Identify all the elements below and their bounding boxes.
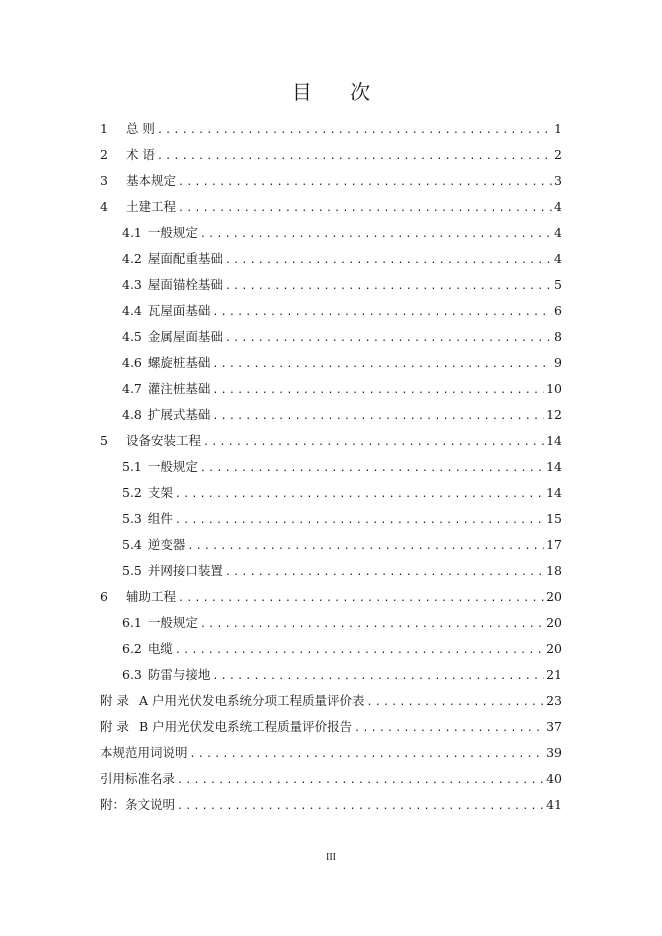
dot-leader [187,534,544,560]
toc-entry-page: 12 [546,407,562,422]
toc-entry-page: 21 [546,667,562,682]
toc-entry-number: 6.3 [122,667,142,682]
dot-leader [178,196,552,222]
toc-entry-label: 瓦屋面基础 [147,303,211,318]
dot-leader [200,456,544,482]
toc-entry-number: 附 录 [100,719,129,734]
dot-leader [212,300,552,326]
toc-entry-page: 20 [546,641,562,656]
toc-entry-page: 3 [554,173,562,188]
toc-entry[interactable] [122,220,562,246]
toc-entry[interactable] [122,506,562,532]
dot-leader [212,404,544,430]
toc-entry-label: 附：条文说明 [100,797,176,812]
toc-entry-number: 4.7 [122,381,142,396]
dot-leader [225,248,552,274]
dot-leader [177,794,544,820]
toc-entry-page: 14 [546,433,562,448]
toc-entry[interactable] [100,792,562,818]
toc-entry-page: 4 [554,251,562,266]
toc-entry[interactable] [122,454,562,480]
toc-entry-label: B 户用光伏发电系统工程质量评价报告 [138,719,353,734]
toc-entry-label: 防雷与接地 [147,667,211,682]
toc-entry-number: 5.2 [122,485,142,500]
toc-entry-page: 41 [546,797,562,812]
toc-entry[interactable] [100,194,562,220]
toc-entry-number: 附 录 [100,693,129,708]
toc-entry-page: 9 [554,355,562,370]
toc-entry[interactable] [100,168,562,194]
toc-entry-page: 14 [546,459,562,474]
toc-entry-number: 4.8 [122,407,142,422]
toc-entry-number: 1 [100,121,108,136]
toc-entry-number: 4.1 [122,225,142,240]
toc-entry-label: 辅助工程 [125,589,176,604]
toc-entry[interactable] [122,662,562,688]
toc-entry[interactable] [100,116,562,142]
toc-entry-page: 20 [546,615,562,630]
toc-entry-label: 一般规定 [147,225,198,240]
toc-entry-label: 基本规定 [125,173,176,188]
toc-entry[interactable] [100,584,562,610]
page-number-footer: III [326,852,336,863]
toc-entry-page: 2 [554,147,562,162]
toc-entry-label: 灌注桩基础 [147,381,211,396]
toc-entry-page: 39 [546,745,562,760]
toc-entry[interactable] [122,480,562,506]
dot-leader [225,560,544,586]
toc-entry-number: 4.5 [122,329,142,344]
page-title: 目 次 [291,80,387,104]
dot-leader [175,482,544,508]
toc-entry-page: 23 [546,693,562,708]
toc-entry-label: A 户用光伏发电系统分项工程质量评价表 [138,693,365,708]
toc-entry[interactable] [122,324,562,350]
dot-leader [177,768,544,794]
toc-entry[interactable] [100,142,562,168]
toc-entry-page: 10 [546,381,562,396]
toc-entry[interactable] [100,428,562,454]
toc-entry-number: 6.2 [122,641,142,656]
dot-leader [354,716,544,742]
toc-entry-number: 6 [100,589,108,604]
toc-entry-number: 6.1 [122,615,142,630]
toc-entry-number: 5.5 [122,563,142,578]
toc-entry-label: 螺旋桩基础 [147,355,211,370]
dot-leader [212,352,552,378]
toc-entry[interactable] [122,246,562,272]
toc-entry-label: 本规范用词说明 [100,745,188,760]
toc-entry[interactable] [100,714,562,740]
toc-entry-label: 术 语 [125,147,155,162]
toc-entry-page: 5 [554,277,562,292]
toc-entry-number: 4.3 [122,277,142,292]
toc-entry-page: 18 [546,563,562,578]
toc-entry-page: 4 [554,199,562,214]
toc-entry-number: 5 [100,433,108,448]
toc-entry[interactable] [122,532,562,558]
toc-entry-number: 4.4 [122,303,142,318]
toc-entry-label: 金属屋面基础 [147,329,223,344]
toc-entry-label: 电缆 [147,641,173,656]
toc-entry-number: 4.6 [122,355,142,370]
toc-entry-label: 引用标准名录 [100,771,176,786]
toc-entry-page: 14 [546,485,562,500]
dot-leader [157,144,552,170]
dot-leader [175,508,544,534]
dot-leader [367,690,545,716]
toc-entry-page: 6 [554,303,562,318]
toc-entry-label: 设备安装工程 [125,433,201,448]
dot-leader [203,430,544,456]
toc-entry-number: 5.1 [122,459,142,474]
toc-entry[interactable] [122,350,562,376]
dot-leader [175,638,544,664]
toc-entry-label: 组件 [147,511,173,526]
toc-entry-page: 15 [546,511,562,526]
toc-entry[interactable] [122,298,562,324]
toc-entry-label: 总 则 [125,121,155,136]
toc-entry-label: 支架 [147,485,173,500]
dot-leader [157,118,552,144]
dot-leader [178,170,552,196]
toc-entry-number: 4 [100,199,108,214]
toc-entry-number: 5.3 [122,511,142,526]
toc-entry[interactable] [100,766,562,792]
toc-entry-page: 37 [546,719,562,734]
toc-entry-page: 8 [554,329,562,344]
toc-entry[interactable] [100,688,562,714]
toc-entry-page: 17 [546,537,562,552]
dot-leader [212,378,544,404]
toc-entry-number: 3 [100,173,108,188]
toc-entry-label: 屋面锚栓基础 [147,277,223,292]
dot-leader [190,742,545,768]
toc-entry[interactable] [100,740,562,766]
toc-entry[interactable] [122,272,562,298]
toc-entry-label: 逆变器 [147,537,186,552]
toc-entry[interactable] [122,610,562,636]
toc-entry-page: 4 [554,225,562,240]
dot-leader [212,664,544,690]
toc-entry[interactable] [122,402,562,428]
toc-entry-page: 1 [554,121,562,136]
toc-entry-number: 5.4 [122,537,142,552]
toc-entry-number: 2 [100,147,108,162]
toc-entry-label: 屋面配重基础 [147,251,223,266]
toc-entry-label: 一般规定 [147,615,198,630]
toc-entry-label: 并网接口装置 [147,563,223,578]
toc-entry-label: 一般规定 [147,459,198,474]
toc-entry-page: 40 [546,771,562,786]
dot-leader [178,586,544,612]
toc-entry-label: 土建工程 [125,199,176,214]
toc-entry[interactable] [122,376,562,402]
dot-leader [200,612,544,638]
toc-entry-label: 扩展式基础 [147,407,211,422]
toc-entry[interactable] [122,558,562,584]
dot-leader [225,274,552,300]
toc-entry[interactable] [122,636,562,662]
toc-entry-page: 20 [546,589,562,604]
dot-leader [225,326,552,352]
dot-leader [200,222,552,248]
toc-entry-number: 4.2 [122,251,142,266]
